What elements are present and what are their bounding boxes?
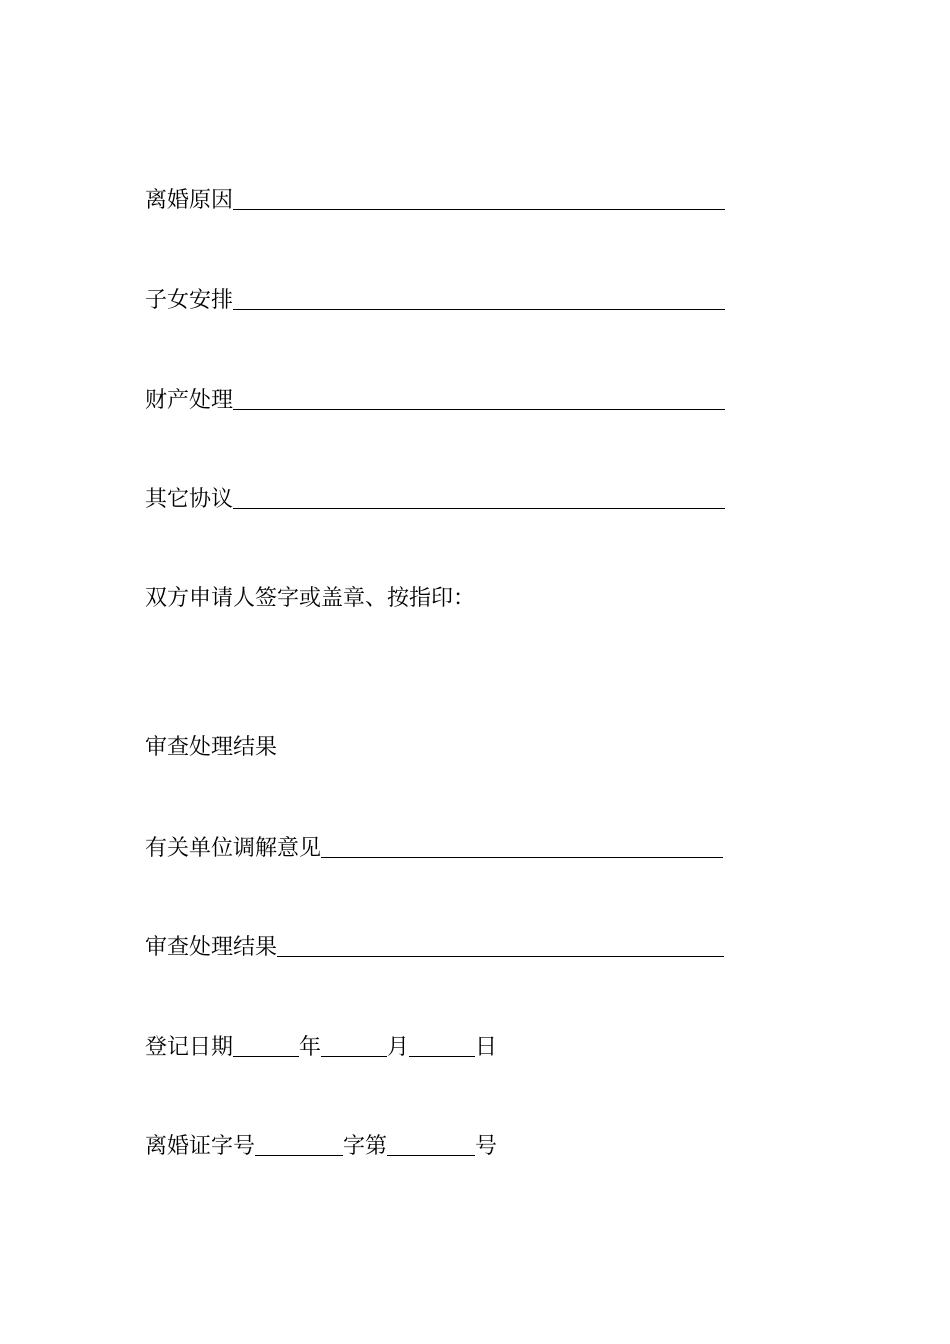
mediation-opinion-field[interactable]	[321, 857, 723, 858]
review-result-row	[145, 931, 724, 961]
registration-day-unit: 日	[475, 1035, 498, 1060]
property-handling-label: 财产处理	[145, 388, 234, 413]
mediation-opinion-row	[145, 832, 723, 862]
registration-day-field[interactable]	[409, 1056, 475, 1057]
children-arrangement-field[interactable]	[233, 309, 725, 310]
review-section-heading: 审查处理结果	[145, 735, 278, 760]
mediation-opinion-label: 有关单位调解意见	[145, 836, 322, 861]
registration-date-label: 登记日期	[145, 1035, 234, 1060]
certificate-zi-di: 字第	[343, 1134, 388, 1159]
registration-year-unit: 年	[299, 1035, 322, 1060]
children-arrangement-row	[145, 284, 725, 314]
children-arrangement-label: 子女安排	[145, 288, 234, 313]
signature-instruction-row	[145, 582, 475, 612]
signature-instruction: 双方申请人签字或盖章、按指印：	[145, 586, 476, 611]
registration-year-field[interactable]	[233, 1056, 299, 1057]
other-agreement-label: 其它协议	[145, 487, 234, 512]
review-result-label: 审查处理结果	[145, 935, 278, 960]
review-section-heading-row	[145, 731, 277, 761]
other-agreement-field[interactable]	[233, 508, 725, 509]
other-agreement-row	[145, 483, 725, 513]
registration-month-unit: 月	[387, 1035, 410, 1060]
certificate-number-row	[145, 1130, 497, 1160]
certificate-number-field[interactable]	[387, 1155, 475, 1156]
divorce-reason-row	[145, 184, 725, 214]
certificate-number-label: 离婚证字号	[145, 1134, 256, 1159]
registration-month-field[interactable]	[321, 1056, 387, 1057]
property-handling-field[interactable]	[233, 409, 725, 410]
registration-date-row	[145, 1031, 497, 1061]
property-handling-row	[145, 384, 725, 414]
review-result-field[interactable]	[277, 956, 724, 957]
divorce-reason-label: 离婚原因	[145, 188, 234, 213]
certificate-prefix-field[interactable]	[255, 1155, 343, 1156]
certificate-hao: 号	[475, 1134, 498, 1159]
divorce-reason-field[interactable]	[233, 209, 725, 210]
